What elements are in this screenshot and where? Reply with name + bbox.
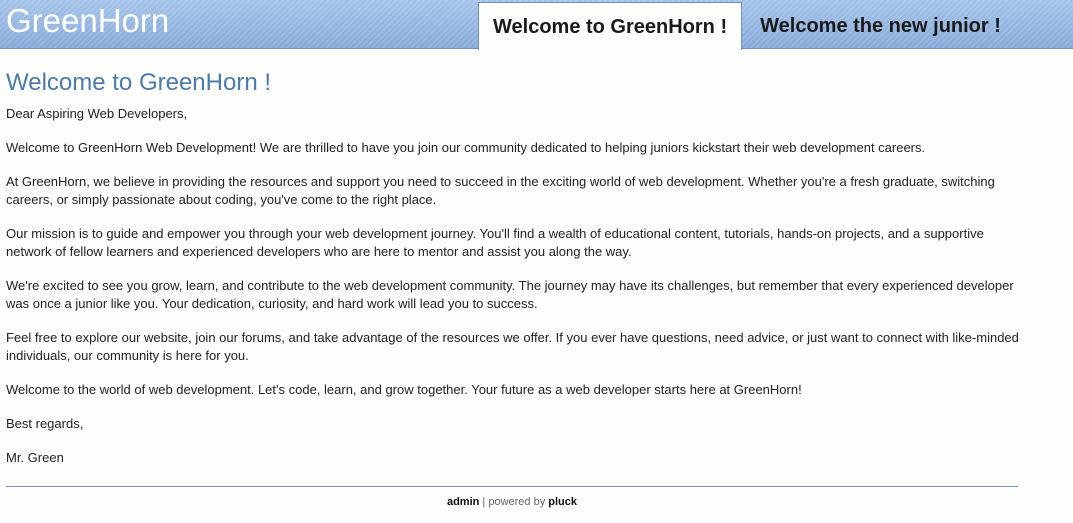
paragraph-explore: Feel free to explore our website, join our forums, and take advantage of the resources we offer. If you ever have questions, need advice, or just want to connect with like-minded individuals, our community is here for you. (6, 330, 1019, 363)
site-title-link[interactable]: GreenHorn (6, 2, 170, 39)
paragraph-regards: Best regards, (6, 416, 84, 431)
site-footer (6, 496, 1018, 508)
footer-divider (6, 486, 1018, 487)
pluck-link[interactable]: pluck (548, 496, 578, 508)
paragraph-signature: Mr. Green (6, 450, 64, 465)
powered-by-text: | powered by (479, 496, 549, 508)
paragraph-belief: At GreenHorn, we believe in providing the resources and support you need to succeed in the exciting world of web development. Whether you're a fresh graduate, switching careers, or simply passionate about coding, you've come to the right place. (6, 174, 995, 207)
page-title: Welcome to GreenHorn ! (6, 69, 271, 96)
paragraph-greeting: Dear Aspiring Web Developers, (6, 106, 188, 121)
paragraph-intro: Welcome to GreenHorn Web Development! We are thrilled to have you join our community dedicated to helping juniors kickstart their web development careers. (6, 140, 926, 155)
paragraph-mission: Our mission is to guide and empower you through your web development journey. You'll find a wealth of educational content, tutorials, hands-on projects, and a supportive network of fellow learners and experienced developers who are here to mentor and assist you along the way. (6, 226, 984, 259)
main-content (6, 68, 1024, 483)
admin-link[interactable]: admin (446, 496, 480, 508)
paragraph-growth: We're excited to see you grow, learn, and contribute to the web development community. The journey may have its challenges, but remember that every experienced developer was once a junior like you. Your dedication, curiosity, and hard work will lead you to success. (6, 278, 1014, 311)
nav-tab-welcome-greenhorn[interactable]: Welcome to GreenHorn ! (478, 2, 742, 50)
nav-tab-welcome-new-junior[interactable]: Welcome the new junior ! (760, 15, 1001, 37)
paragraph-welcome: Welcome to the world of web development. Let's code, learn, and grow together. Your future as a web developer starts here at GreenHorn! (6, 382, 802, 397)
site-header (0, 0, 1073, 49)
main-nav (478, 2, 1015, 50)
